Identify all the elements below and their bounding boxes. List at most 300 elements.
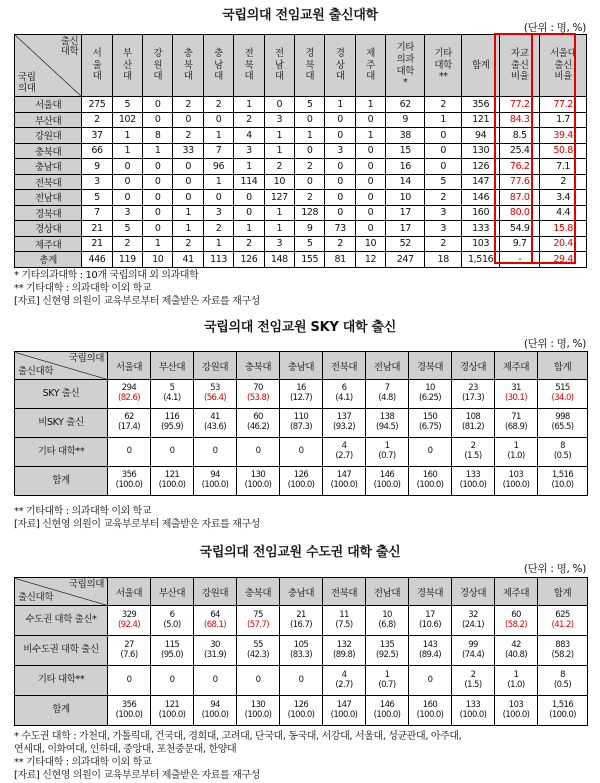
cell-count: 143: [422, 639, 438, 650]
row-header: 기타 대학**: [15, 438, 108, 467]
table-cell: [237, 606, 280, 636]
table-cell: 0: [112, 190, 142, 206]
table-cell: [538, 380, 588, 409]
cell-percent: (1.0): [507, 679, 525, 690]
table-cell: 2: [540, 174, 587, 190]
table-cell: 0: [264, 97, 294, 113]
table-cell: 4: [234, 128, 264, 144]
table-cell: [452, 409, 495, 438]
t3-col-header: 충북대: [237, 578, 280, 606]
table-cell: 1: [295, 128, 325, 144]
table-cell: 2: [173, 236, 203, 252]
table-cell: 128: [295, 205, 325, 221]
table-cell: 446: [82, 252, 112, 268]
cell-percent: (92.5): [376, 649, 398, 660]
table-cell: 0: [425, 128, 462, 144]
table-cell: 3: [425, 221, 462, 237]
cell-percent: (100.0): [330, 480, 358, 490]
cell-count: 0: [169, 674, 175, 685]
table-cell: [495, 696, 538, 726]
cell-percent: (100.0): [158, 480, 186, 490]
cell-count: 356: [121, 470, 137, 481]
cell-percent: (68.1): [204, 619, 226, 630]
table1-col-header: 서울대 출신 비율: [540, 35, 587, 97]
table-cell: [108, 666, 151, 696]
table-cell: 114: [234, 174, 264, 190]
table-cell: 0: [355, 174, 385, 190]
cell-count: 71: [511, 412, 521, 423]
cell-percent: (10.0): [551, 480, 574, 490]
t3-col-header: 제주대: [495, 578, 538, 606]
table-cell: [151, 467, 194, 496]
cell-percent: (100.0): [244, 709, 272, 720]
table-cell: 10: [355, 236, 385, 252]
table-cell: 119: [112, 252, 142, 268]
table-cell: 2: [264, 159, 294, 175]
table-cell: 10: [143, 252, 173, 268]
table-cell: 15: [386, 143, 425, 159]
cell-percent: (2.7): [335, 679, 353, 690]
table-cell: [151, 666, 194, 696]
table-cell: 2: [234, 236, 264, 252]
table-cell: [151, 438, 194, 467]
table-cell: 0: [143, 159, 173, 175]
cell-percent: (100.0): [244, 480, 272, 490]
table-cell: 0: [325, 205, 355, 221]
cell-percent: (100.0): [115, 709, 143, 720]
table-cell: 20.4: [540, 236, 587, 252]
table-cell: 0: [234, 190, 264, 206]
table-cell: 8: [143, 128, 173, 144]
cell-percent: (7.5): [335, 619, 353, 630]
table-row: [15, 190, 587, 206]
table-cell: [323, 409, 366, 438]
table-cell: 21: [82, 221, 112, 237]
table-row: [15, 112, 587, 128]
table-cell: 1: [234, 159, 264, 175]
cell-count: 32: [468, 609, 478, 620]
table-cell: 1: [355, 128, 385, 144]
cell-count: 10: [425, 383, 435, 394]
table-cell: [323, 606, 366, 636]
cell-percent: (40.8): [505, 649, 527, 660]
table1-col-header: 충 북 대: [173, 35, 203, 97]
table-cell: [194, 438, 237, 467]
cell-count: 0: [427, 674, 433, 685]
table-cell: 38: [386, 128, 425, 144]
row-header: 수도권 대학 출신*: [15, 606, 108, 636]
table-cell: 147: [462, 174, 500, 190]
cell-count: 4: [341, 441, 347, 452]
cell-percent: (87.3): [290, 422, 312, 432]
cell-percent: (46.2): [247, 422, 269, 432]
cell-percent: (56.4): [204, 393, 226, 403]
table1-col-header: 전 북 대: [234, 35, 264, 97]
table-cell: 275: [82, 97, 112, 113]
cell-percent: (1.0): [507, 451, 525, 461]
table-cell: 10: [386, 190, 425, 206]
cell-count: 0: [169, 446, 175, 457]
table-row: [15, 380, 588, 409]
table2-title: 국립의대 전임교원 SKY 대학 출신: [204, 320, 396, 335]
table2-note-1: ** 기타대학 : 의과대학 이외 학교: [14, 506, 152, 517]
t3-col-header: 경상대: [452, 578, 495, 606]
table-cell: 1: [425, 112, 462, 128]
table-row: [15, 636, 588, 666]
faculty-origin-table: [14, 34, 587, 268]
cell-count: 53: [210, 383, 220, 394]
cell-percent: (100.0): [459, 480, 487, 490]
table-cell: [452, 467, 495, 496]
table-row: [15, 236, 587, 252]
cell-count: 99: [468, 639, 478, 650]
capital-area-origin-table: [14, 577, 588, 726]
cell-percent: (17.4): [118, 422, 140, 432]
cell-count: 6: [169, 609, 175, 620]
table-cell: 2: [295, 159, 325, 175]
table-cell: 29.4: [540, 252, 587, 268]
cell-count: 41: [210, 412, 220, 423]
row-header: 합계: [15, 467, 108, 496]
table-cell: [538, 467, 588, 496]
table-cell: [495, 606, 538, 636]
row-header: 전북대: [15, 174, 82, 190]
cell-percent: (68.9): [505, 422, 527, 432]
table-row: [15, 143, 587, 159]
table-cell: 33: [173, 143, 203, 159]
cell-percent: (93.2): [333, 422, 355, 432]
table2-unit: (단위 : 명, %): [523, 338, 586, 350]
cell-count: 138: [379, 412, 395, 423]
table-cell: [409, 438, 452, 467]
table1-col-header: 기타 대학 **: [425, 35, 462, 97]
table1-source: [자료] 신현영 의원이 교육부로부터 제출받은 자료를 재구성: [14, 296, 260, 307]
cell-count: 515: [555, 383, 570, 394]
table-cell: [495, 636, 538, 666]
cell-count: 121: [164, 470, 180, 481]
table-cell: 0: [325, 174, 355, 190]
table-cell: 1,516: [462, 252, 500, 268]
table-cell: 3: [112, 205, 142, 221]
cell-percent: (4.1): [335, 393, 353, 403]
table-cell: 133: [462, 221, 500, 237]
table-cell: 0: [143, 112, 173, 128]
table1-col-header: 기타 의과 대학 *: [386, 35, 425, 97]
table-cell: 37: [82, 128, 112, 144]
table-cell: 52: [386, 236, 425, 252]
cell-count: 4: [341, 669, 347, 680]
table-cell: [409, 606, 452, 636]
table-cell: 41: [173, 252, 203, 268]
t2-col-header: 전남대: [366, 352, 409, 380]
cell-percent: (24.1): [462, 619, 484, 630]
table1-col-header: 전 남 대: [264, 35, 294, 97]
table-cell: 5: [425, 174, 462, 190]
table-cell: [194, 409, 237, 438]
t3-col-header: 강원대: [194, 578, 237, 606]
cell-count: 108: [465, 412, 481, 423]
table-cell: 81: [325, 252, 355, 268]
table-cell: 77.2: [500, 97, 540, 113]
cell-count: 8: [560, 441, 565, 452]
table-cell: [366, 666, 409, 696]
t3-col-header: 경북대: [409, 578, 452, 606]
table-cell: 25.4: [500, 143, 540, 159]
table-cell: 21: [82, 236, 112, 252]
table-cell: 77.2: [540, 97, 587, 113]
table-cell: 9: [295, 221, 325, 237]
table-cell: 126: [234, 252, 264, 268]
table-cell: 5: [295, 97, 325, 113]
table3-corner-header: 국립의대 출신대학: [15, 578, 108, 606]
table-cell: [194, 380, 237, 409]
table-cell: 1: [173, 205, 203, 221]
cell-count: 115: [164, 639, 180, 650]
cell-count: 0: [212, 674, 218, 685]
table3-note-1-cont: 연세대, 이화여대, 인하대, 중앙대, 포천중문대, 한양대: [14, 744, 237, 755]
table-cell: 9: [82, 159, 112, 175]
table-cell: 2: [112, 236, 142, 252]
cell-percent: (0.7): [378, 679, 396, 690]
t2-col-header: 강원대: [194, 352, 237, 380]
table-cell: 2: [203, 221, 233, 237]
table-row: [15, 467, 588, 496]
table2-corner-header: 국립의대 출신대학: [15, 352, 108, 380]
table-cell: [237, 696, 280, 726]
cell-percent: (31.9): [204, 649, 226, 660]
table-cell: [366, 380, 409, 409]
table-cell: 0: [425, 143, 462, 159]
cell-percent: (95.0): [161, 649, 183, 660]
table-cell: [538, 606, 588, 636]
table-cell: [108, 438, 151, 467]
table-cell: [409, 409, 452, 438]
row-header: 비SKY 출신: [15, 409, 108, 438]
table-row: [15, 205, 587, 221]
table-cell: [108, 467, 151, 496]
table-cell: [151, 636, 194, 666]
table-cell: 102: [112, 112, 142, 128]
table-cell: [452, 380, 495, 409]
table-cell: 0: [325, 190, 355, 206]
table-cell: 87.0: [500, 190, 540, 206]
table-cell: 0: [143, 174, 173, 190]
cell-percent: (100.0): [373, 709, 401, 720]
table-cell: 1: [173, 221, 203, 237]
cell-count: 23: [468, 383, 478, 394]
cell-percent: (95.9): [161, 422, 183, 432]
table-cell: [280, 636, 323, 666]
cell-percent: (100.0): [416, 480, 444, 490]
table-cell: 2: [325, 236, 355, 252]
table-cell: 0: [173, 174, 203, 190]
cell-count: 160: [422, 470, 438, 481]
table-cell: [538, 696, 588, 726]
table-cell: 0: [173, 112, 203, 128]
table-cell: 0: [173, 159, 203, 175]
cell-count: 2: [470, 441, 476, 452]
table-cell: [280, 438, 323, 467]
table-cell: 3: [264, 236, 294, 252]
table-cell: 1: [234, 97, 264, 113]
table-cell: [108, 606, 151, 636]
table-cell: 2: [82, 112, 112, 128]
table-cell: 0: [143, 190, 173, 206]
table-cell: 96: [203, 159, 233, 175]
table-cell: [194, 666, 237, 696]
cell-percent: (0.7): [378, 451, 396, 461]
table-cell: 1: [234, 221, 264, 237]
table-cell: 10: [264, 174, 294, 190]
cell-count: 1: [513, 669, 519, 680]
table-cell: [323, 438, 366, 467]
table-cell: [323, 467, 366, 496]
cell-count: 998: [555, 412, 570, 423]
table-cell: 0: [203, 190, 233, 206]
cell-percent: (82.6): [118, 393, 140, 403]
table3-unit: (단위 : 명, %): [523, 563, 586, 575]
table-cell: [323, 666, 366, 696]
table-cell: 0: [295, 112, 325, 128]
table1-title: 국립의대 전임교원 출신대학: [222, 8, 378, 23]
row-header: 경북대: [15, 205, 82, 221]
table-cell: [280, 380, 323, 409]
table-cell: 9: [386, 112, 425, 128]
table-cell: [366, 606, 409, 636]
table-cell: 1: [203, 128, 233, 144]
cell-count: 60: [253, 412, 263, 423]
t2-col-header: 충남대: [280, 352, 323, 380]
table-cell: 0: [112, 159, 142, 175]
table-cell: 3: [264, 112, 294, 128]
table-row: [15, 409, 588, 438]
table1-col-header: 경 북 대: [295, 35, 325, 97]
table-cell: 247: [386, 252, 425, 268]
cell-count: 1: [384, 441, 390, 452]
table-cell: [323, 380, 366, 409]
cell-percent: (100.0): [158, 709, 186, 720]
cell-count: 147: [336, 470, 352, 481]
table-cell: [237, 380, 280, 409]
table-cell: [452, 606, 495, 636]
table-cell: [366, 409, 409, 438]
table-cell: 5: [82, 190, 112, 206]
cell-count: 0: [126, 674, 132, 685]
table-cell: 50.8: [540, 143, 587, 159]
cell-percent: (89.4): [419, 649, 441, 660]
table-cell: 1: [112, 143, 142, 159]
table-cell: [237, 409, 280, 438]
cell-count: 132: [336, 639, 352, 650]
row-header: 총계: [15, 252, 82, 268]
cell-count: 1: [384, 669, 390, 680]
t2-col-header: 경상대: [452, 352, 495, 380]
table-cell: 1: [112, 128, 142, 144]
cell-percent: (53.8): [247, 393, 269, 403]
table-cell: [194, 696, 237, 726]
cell-count: 121: [164, 699, 180, 710]
cell-count: 42: [511, 639, 521, 650]
cell-count: 135: [379, 639, 395, 650]
table-cell: 3: [82, 174, 112, 190]
table-cell: [366, 636, 409, 666]
table-cell: [108, 409, 151, 438]
table-cell: 76.2: [500, 159, 540, 175]
cell-count: 6: [341, 383, 347, 394]
row-header: 충남대: [15, 159, 82, 175]
cell-count: 133: [465, 470, 481, 481]
t2-col-header: 전북대: [323, 352, 366, 380]
cell-percent: (30.1): [505, 393, 527, 403]
table-cell: 7.1: [540, 159, 587, 175]
cell-count: 60: [511, 609, 521, 620]
table-cell: [538, 666, 588, 696]
cell-count: 17: [425, 609, 435, 620]
table-cell: 3.4: [540, 190, 587, 206]
cell-percent: (0.5): [553, 679, 572, 690]
table-cell: [452, 438, 495, 467]
table-cell: 0: [355, 143, 385, 159]
row-header: 제주대: [15, 236, 82, 252]
table-cell: 113: [203, 252, 233, 268]
table-cell: [452, 666, 495, 696]
table-cell: 94: [462, 128, 500, 144]
t3-col-header: 서울대: [108, 578, 151, 606]
cell-count: 31: [511, 383, 521, 394]
table1-col-header: 제 주 대: [355, 35, 385, 97]
table-cell: 2: [295, 190, 325, 206]
table-cell: 77.6: [500, 174, 540, 190]
table-cell: 1: [264, 221, 294, 237]
table2-source: [자료] 신현영 의원이 교육부로부터 제출받은 자료를 재구성: [14, 519, 260, 530]
cell-percent: (6.25): [419, 393, 441, 403]
cell-count: 94: [210, 699, 220, 710]
table-cell: [194, 636, 237, 666]
cell-percent: (92.4): [118, 619, 140, 630]
table-cell: 2: [425, 190, 462, 206]
cell-percent: (83.3): [290, 649, 312, 660]
t3-col-header: 부산대: [151, 578, 194, 606]
cell-percent: (2.7): [335, 451, 353, 461]
row-header: 강원대: [15, 128, 82, 144]
table-cell: 62: [386, 97, 425, 113]
table-cell: 2: [173, 97, 203, 113]
t3-col-header: 합계: [538, 578, 588, 606]
table-cell: 18: [425, 252, 462, 268]
table3-title: 국립의대 전임교원 수도권 대학 출신: [199, 545, 401, 560]
table-cell: 0: [143, 97, 173, 113]
table-cell: 80.0: [500, 205, 540, 221]
table-cell: 54.9: [500, 221, 540, 237]
row-header: 비수도권 대학 출신: [15, 636, 108, 666]
cell-count: 110: [293, 412, 309, 423]
table-row: [15, 221, 587, 237]
cell-count: 55: [253, 639, 263, 650]
cell-percent: (100.0): [502, 480, 530, 490]
cell-percent: (100.0): [287, 480, 315, 490]
table-cell: 1: [203, 236, 233, 252]
table-cell: [108, 636, 151, 666]
table-cell: 0: [295, 143, 325, 159]
cell-percent: (100.0): [502, 709, 530, 720]
cell-percent: (6.8): [378, 619, 396, 630]
row-header: 서울대: [15, 97, 82, 113]
table3-note-1: * 수도권 대학 : 가천대, 가톨릭대, 건국대, 경희대, 고려대, 단국대, 동국대, 서강대, 서울대, 성균관대, 아주대,: [14, 731, 462, 742]
cell-count: 103: [508, 470, 524, 481]
table-cell: -: [500, 252, 540, 268]
cell-percent: (94.5): [376, 422, 398, 432]
table-cell: 130: [462, 143, 500, 159]
